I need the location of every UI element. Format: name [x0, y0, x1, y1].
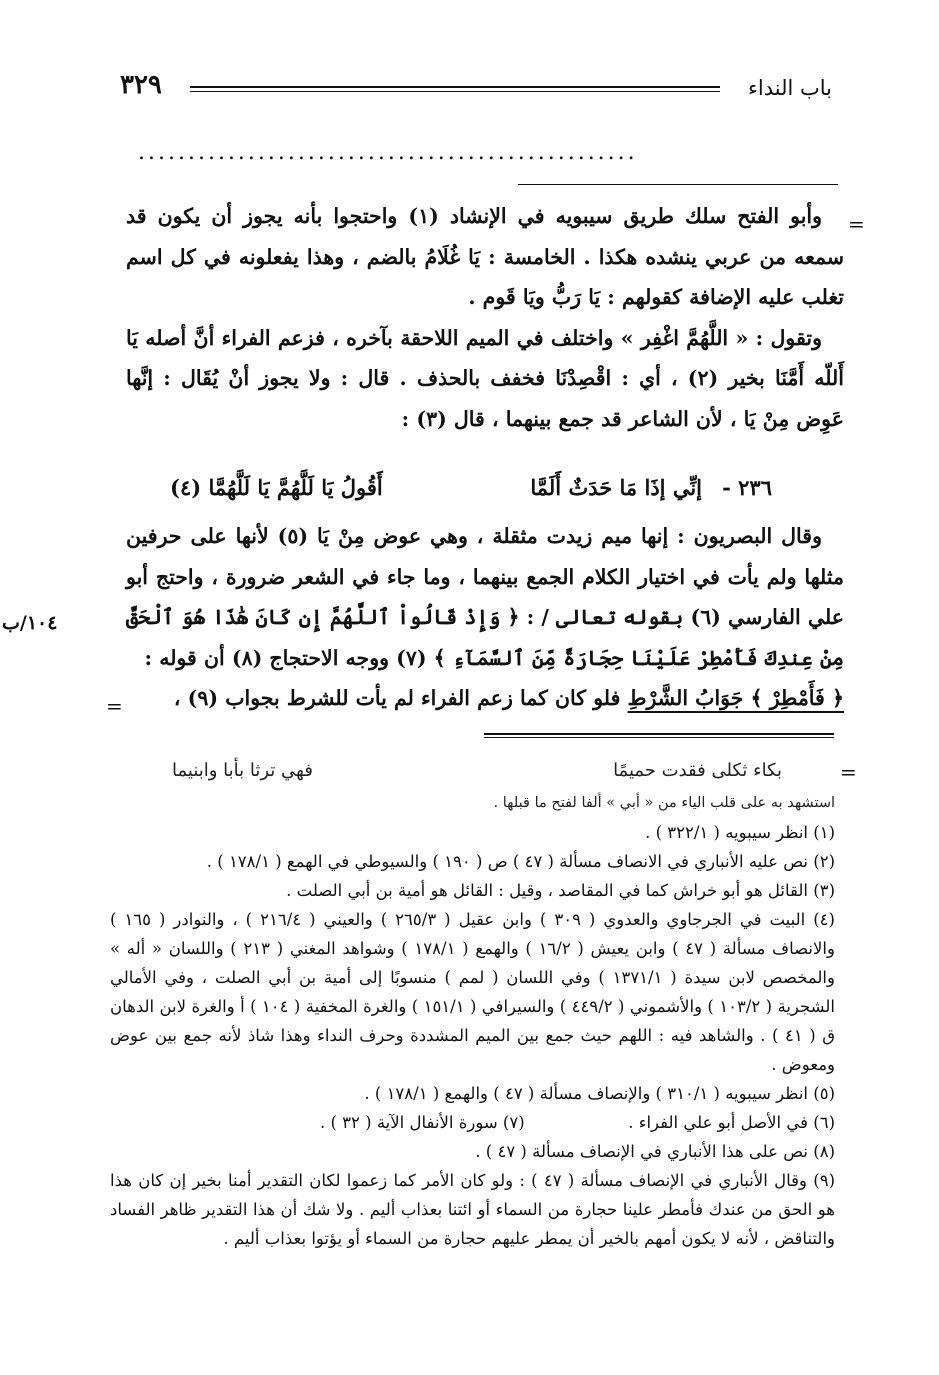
page-header — [120, 66, 832, 106]
footnote-item: (٤) البيت في الجرجاوي والعدوي ( ٣٠٩ ) وابن عقيل ( ٢٦٥/٣ ) والعيني ( ٢١٦/٤ ) ، والنوادر ( ١٦٥ ) والانصاف مسألة ( ٤٧ ) وابن يعيش ( ١٦/٢ ) والهمع ( ١٧٨/١ ) وشواهد المغني ( ٢١٣ ) واللسان « أله » والمخصص لابن سيدة ( ١٣٧١/١ ) وفي اللسان ( لمم ) منسوبًا إلى أمية بن أبي الصلت ، وفي الأمالي الشجرية ( ١٠٣/٢ ) والأشموني ( ٤٤٩/٢ ) والسيرافي ( ١٥١/١ ) والغرة المخفية ( ١٠٤ ) أ والغرة لابن الدهان ق ( ٤١ ) . والشاهد فيه : اللهم حيث جمع بين الميم المشددة وحرف النداء وهذا شاذ لأنه جمع بين عوض ومعوض . — [110, 910, 836, 1074]
footnote-item: (٦) في الأصل أبو علي الفراء . — [628, 1113, 835, 1132]
top-rule — [518, 184, 838, 185]
dotted-separator: .................................................. — [138, 140, 638, 165]
footnote-item: (٧) سورة الأنفال الآية ( ٣٢ ) . — [320, 1113, 525, 1132]
manuscript-folio-ref: ١٠٤/ب — [2, 612, 58, 634]
main-text-bottom — [126, 516, 844, 719]
footnote-item: (٣) القائل هو أبو خراش كما في المقاصد ، وقيل : القائل هو أمية بن أبي الصلت . — [286, 881, 835, 900]
page-number: ٣٢٩ — [120, 70, 162, 100]
footnote-row — [110, 1108, 835, 1137]
verse-number: ٢٣٦ - — [722, 475, 772, 500]
last-line-rest: فلو كان كما زعم الفراء لم يأت للشرط بجواب (٩) ، — [173, 686, 628, 710]
continuation-mark: = — [848, 212, 865, 236]
footnote-rule — [484, 733, 834, 738]
verse-part-b: فهي ترثا بأبا وابنيما — [172, 760, 313, 781]
footnote-continued-verse — [172, 760, 782, 790]
footnote-item: (٢) نص عليه الأنباري في الانصاف مسألة ( ٤٧ ) ص ( ١٩٠ ) والسيوطي في الهمع ( ١٧٨/١ ) . — [206, 852, 835, 871]
paragraph: وأبو الفتح سلك طريق سيبويه في الإنشاد (١) واحتجوا بأنه يجوز أن يكون قد سمعه من عربي ينشده هكذا . الخامسة : يَا غُلَامُ بالضم ، وهذا يفعلونه في كل اسم تغلب عليه الإضافة كقولهم : يَا رَبُّ ويَا قَوم . — [126, 204, 844, 309]
paragraph: وقال البصريون : إنها ميم زيدت مثقلة ، وهي عوض مِنْ يَا (٥) لأنها على حرفين مثلها ولم يأت في اختيار الكلام الجمع بينهما ، وما جاء في الشعر ضرورة ، واحتج أبو علي الفارسي (٦) بقوله تعالى / : ﴿ وَإِذْ قَالُواْ ٱللَّهُمَّ إِن كَانَ هَٰذَا هُوَ ٱلْحَقَّ مِنْ عِندِكَ فَأَمْطِرْ عَلَيْنَا حِجَارَةً مِّنَ ٱلسَّمَآءِ ﴾ (٧) ووجه الاحتجاج (٨) أن قوله : — [126, 524, 844, 670]
footnotes — [110, 789, 835, 1253]
paragraph: وتقول : « اللَّهُمَّ اغْفِر » واختلف في الميم اللاحقة بآخره ، فزعم الفراء أنَّ أصله يَا أَللّه أَمَّنَا بخير (٢) ، أي : اقْصِدْنَا فخفف بالحذف . قال : ولا يجوز أنْ يُقَال : إنَّها عَوِض مِنْ يَا ، لأن الشاعر قد جمع بينهما ، قال (٣) : — [126, 325, 845, 431]
footnote-continued-note: استشهد به على قلب الياء من « أبي » ألفا لفتح ما قبلها . — [493, 795, 835, 811]
footnote-continuation-mark: = — [840, 760, 857, 784]
main-text-top — [126, 196, 844, 439]
paragraph-last-line — [126, 678, 844, 719]
verse-hemistich-second: أَقُولُ يَا لَلَّهُمَّ يَا لَلَّهُمَّا (٤) — [170, 475, 383, 500]
chapter-title: باب النداء — [748, 76, 832, 100]
verse-part-a: بكاء ثكلى فقدت حميمًا — [613, 760, 782, 781]
underlined-quote: ﴿ فَأَمْطِرْ ﴾ جَوَابُ الشَّرْطِ — [627, 686, 844, 710]
footnote-item: (٩) وقال الأنباري في الإنصاف مسألة ( ٤٧ ) : ولو كان الأمر كما زعموا لكان التقدير أمنا بخير إن كان هذا هو الحق من عندك فأمطر علينا حجارة من السماء أو ائتنا بعذاب أليم . ولا شك أن هذا التقدير ظاهر الفساد والتناقض ، لأنه لا يكون أمهم بالخير أن يمطر عليهم حجارة من السماء أو يؤتوا بعذاب أليم . — [110, 1171, 835, 1248]
header-rule — [190, 86, 720, 92]
footnote-item: (١) انظر سيبويه ( ٣٢٢/١ ) . — [645, 823, 835, 842]
footnote-item: (٨) نص على هذا الأنباري في الإنصاف مسألة ( ٤٧ ) . — [475, 1142, 835, 1161]
verse-hemistich-first: إنِّي إذَا مَا حَدَثٌ أَلَمَّا — [530, 475, 702, 500]
footnote-item: (٥) انظر سيبويه ( ٣١٠/١ ) والإنصاف مسألة ( ٤٧ ) والهمع ( ١٧٨/١ ) . — [364, 1084, 835, 1103]
continuation-mark-end: = — [106, 694, 123, 718]
poetry-verse — [150, 469, 772, 509]
